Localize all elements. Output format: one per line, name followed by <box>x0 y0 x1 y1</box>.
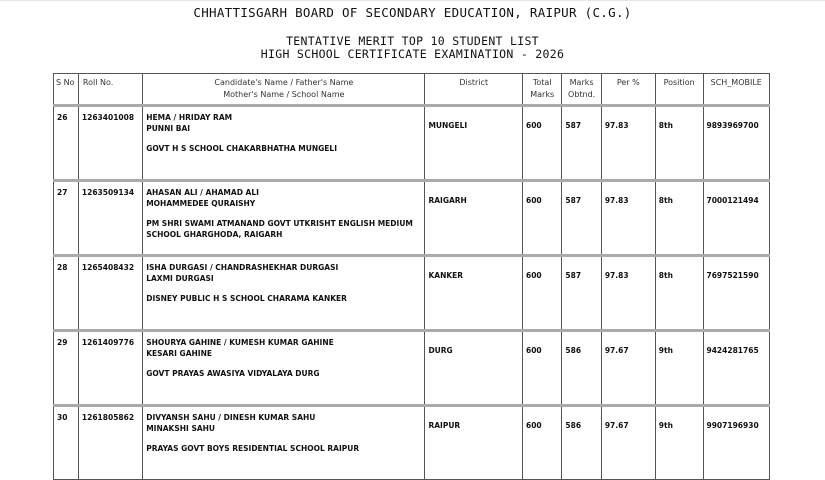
board-title: CHHATTISGARH BOARD OF SECONDARY EDUCATION, RAIPUR (C.G.) <box>193 5 632 20</box>
candidate-name-father: HEMA / HRIDAY RAM <box>146 113 233 122</box>
candidate-mother: MOHAMMEDEE QURAISHY <box>146 199 256 208</box>
col-header-marks-line2: Obtnd. <box>568 90 596 99</box>
cell-percent: 97.67 <box>601 331 655 406</box>
cell-position: 8th <box>655 181 703 256</box>
candidate-school: PRAYAS GOVT BOYS RESIDENTIAL SCHOOL RAIPUR <box>146 444 360 453</box>
cell-district: RAIGARH <box>425 181 523 256</box>
cell-marks: 587 <box>562 106 601 181</box>
col-header-district: District <box>425 74 523 106</box>
exam-title: HIGH SCHOOL CERTIFICATE EXAMINATION - 2026 <box>260 47 565 61</box>
cell-mobile: 7000121494 <box>703 181 770 256</box>
cell-percent: 97.83 <box>601 106 655 181</box>
col-header-marks-line1: Marks <box>569 78 594 87</box>
candidate-school: DISNEY PUBLIC H S SCHOOL CHARAMA KANKER <box>146 294 347 303</box>
col-header-marks <box>562 74 601 106</box>
cell-sno: 27 <box>54 181 79 256</box>
cell-sno: 28 <box>54 256 79 331</box>
cell-percent: 97.67 <box>601 406 655 480</box>
cell-marks: 587 <box>562 181 601 256</box>
cell-percent: 97.83 <box>601 256 655 331</box>
table-row <box>54 181 770 256</box>
cell-sno: 30 <box>54 406 79 480</box>
cell-mobile: 9907196930 <box>703 406 770 480</box>
cell-sno: 29 <box>54 331 79 406</box>
cell-marks: 587 <box>562 256 601 331</box>
col-header-candidate <box>143 74 425 106</box>
cell-candidate <box>143 256 425 331</box>
candidate-name-father: AHASAN ALI / AHAMAD ALI <box>146 188 259 197</box>
cell-marks: 586 <box>562 331 601 406</box>
cell-district: RAIPUR <box>425 406 523 480</box>
cell-mobile: 9893969700 <box>703 106 770 181</box>
col-header-percent: Per % <box>601 74 655 106</box>
candidate-mother: LAXMI DURGASI <box>146 274 214 283</box>
cell-position: 8th <box>655 106 703 181</box>
cell-sno: 26 <box>54 106 79 181</box>
cell-roll: 1263401008 <box>78 106 142 181</box>
cell-total: 600 <box>522 406 561 480</box>
candidate-mother: KESARI GAHINE <box>146 349 212 358</box>
table-row <box>54 406 770 480</box>
table-row <box>54 106 770 181</box>
cell-marks: 586 <box>562 406 601 480</box>
col-header-roll: Roll No. <box>78 74 142 106</box>
candidate-school: GOVT PRAYAS AWASIYA VIDYALAYA DURG <box>146 369 320 378</box>
candidate-name-father: DIVYANSH SAHU / DINESH KUMAR SAHU <box>146 413 316 422</box>
col-header-sno: S No <box>54 74 79 106</box>
candidate-name-father: SHOURYA GAHINE / KUMESH KUMAR GAHINE <box>146 338 334 347</box>
candidate-school: PM SHRI SWAMI ATMANAND GOVT UTKRISHT ENGLISH MEDIUM SCHOOL GHARGHODA, RAIGARH <box>146 219 413 239</box>
table-row <box>54 256 770 331</box>
cell-district: DURG <box>425 331 523 406</box>
table-header-row <box>54 74 770 106</box>
table-body <box>54 106 770 480</box>
cell-roll: 1261805862 <box>78 406 142 480</box>
candidate-mother: PUNNI BAI <box>146 124 191 133</box>
table-row <box>54 331 770 406</box>
cell-total: 600 <box>522 106 561 181</box>
col-header-candidate-line2: Mother's Name / School Name <box>223 90 345 99</box>
cell-mobile: 9424281765 <box>703 331 770 406</box>
cell-roll: 1265408432 <box>78 256 142 331</box>
candidate-name-father: ISHA DURGASI / CHANDRASHEKHAR DURGASI <box>146 263 339 272</box>
merit-table <box>53 73 770 480</box>
col-header-candidate-line1: Candidate's Name / Father's Name <box>214 78 354 87</box>
cell-candidate <box>143 331 425 406</box>
col-header-total-line1: Total <box>532 78 552 87</box>
cell-candidate <box>143 181 425 256</box>
cell-position: 9th <box>655 406 703 480</box>
merit-table-container <box>53 73 770 453</box>
cell-total: 600 <box>522 181 561 256</box>
cell-mobile: 7697521590 <box>703 256 770 331</box>
cell-district: KANKER <box>425 256 523 331</box>
cell-roll: 1263509134 <box>78 181 142 256</box>
cell-district: MUNGELI <box>425 106 523 181</box>
page-top-border <box>0 0 825 1</box>
cell-total: 600 <box>522 256 561 331</box>
cell-candidate <box>143 106 425 181</box>
cell-candidate <box>143 406 425 480</box>
cell-position: 9th <box>655 331 703 406</box>
cell-percent: 97.83 <box>601 181 655 256</box>
cell-total: 600 <box>522 331 561 406</box>
cell-roll: 1261409776 <box>78 331 142 406</box>
candidate-school: GOVT H S SCHOOL CHAKARBHATHA MUNGELI <box>146 144 337 153</box>
candidate-mother: MINAKSHI SAHU <box>146 424 216 433</box>
col-header-position: Position <box>655 74 703 106</box>
col-header-total-line2: Marks <box>530 90 555 99</box>
col-header-total <box>522 74 561 106</box>
list-title: TENTATIVE MERIT TOP 10 STUDENT LIST <box>286 34 539 48</box>
col-header-mobile: SCH_MOBILE <box>703 74 770 106</box>
cell-position: 8th <box>655 256 703 331</box>
